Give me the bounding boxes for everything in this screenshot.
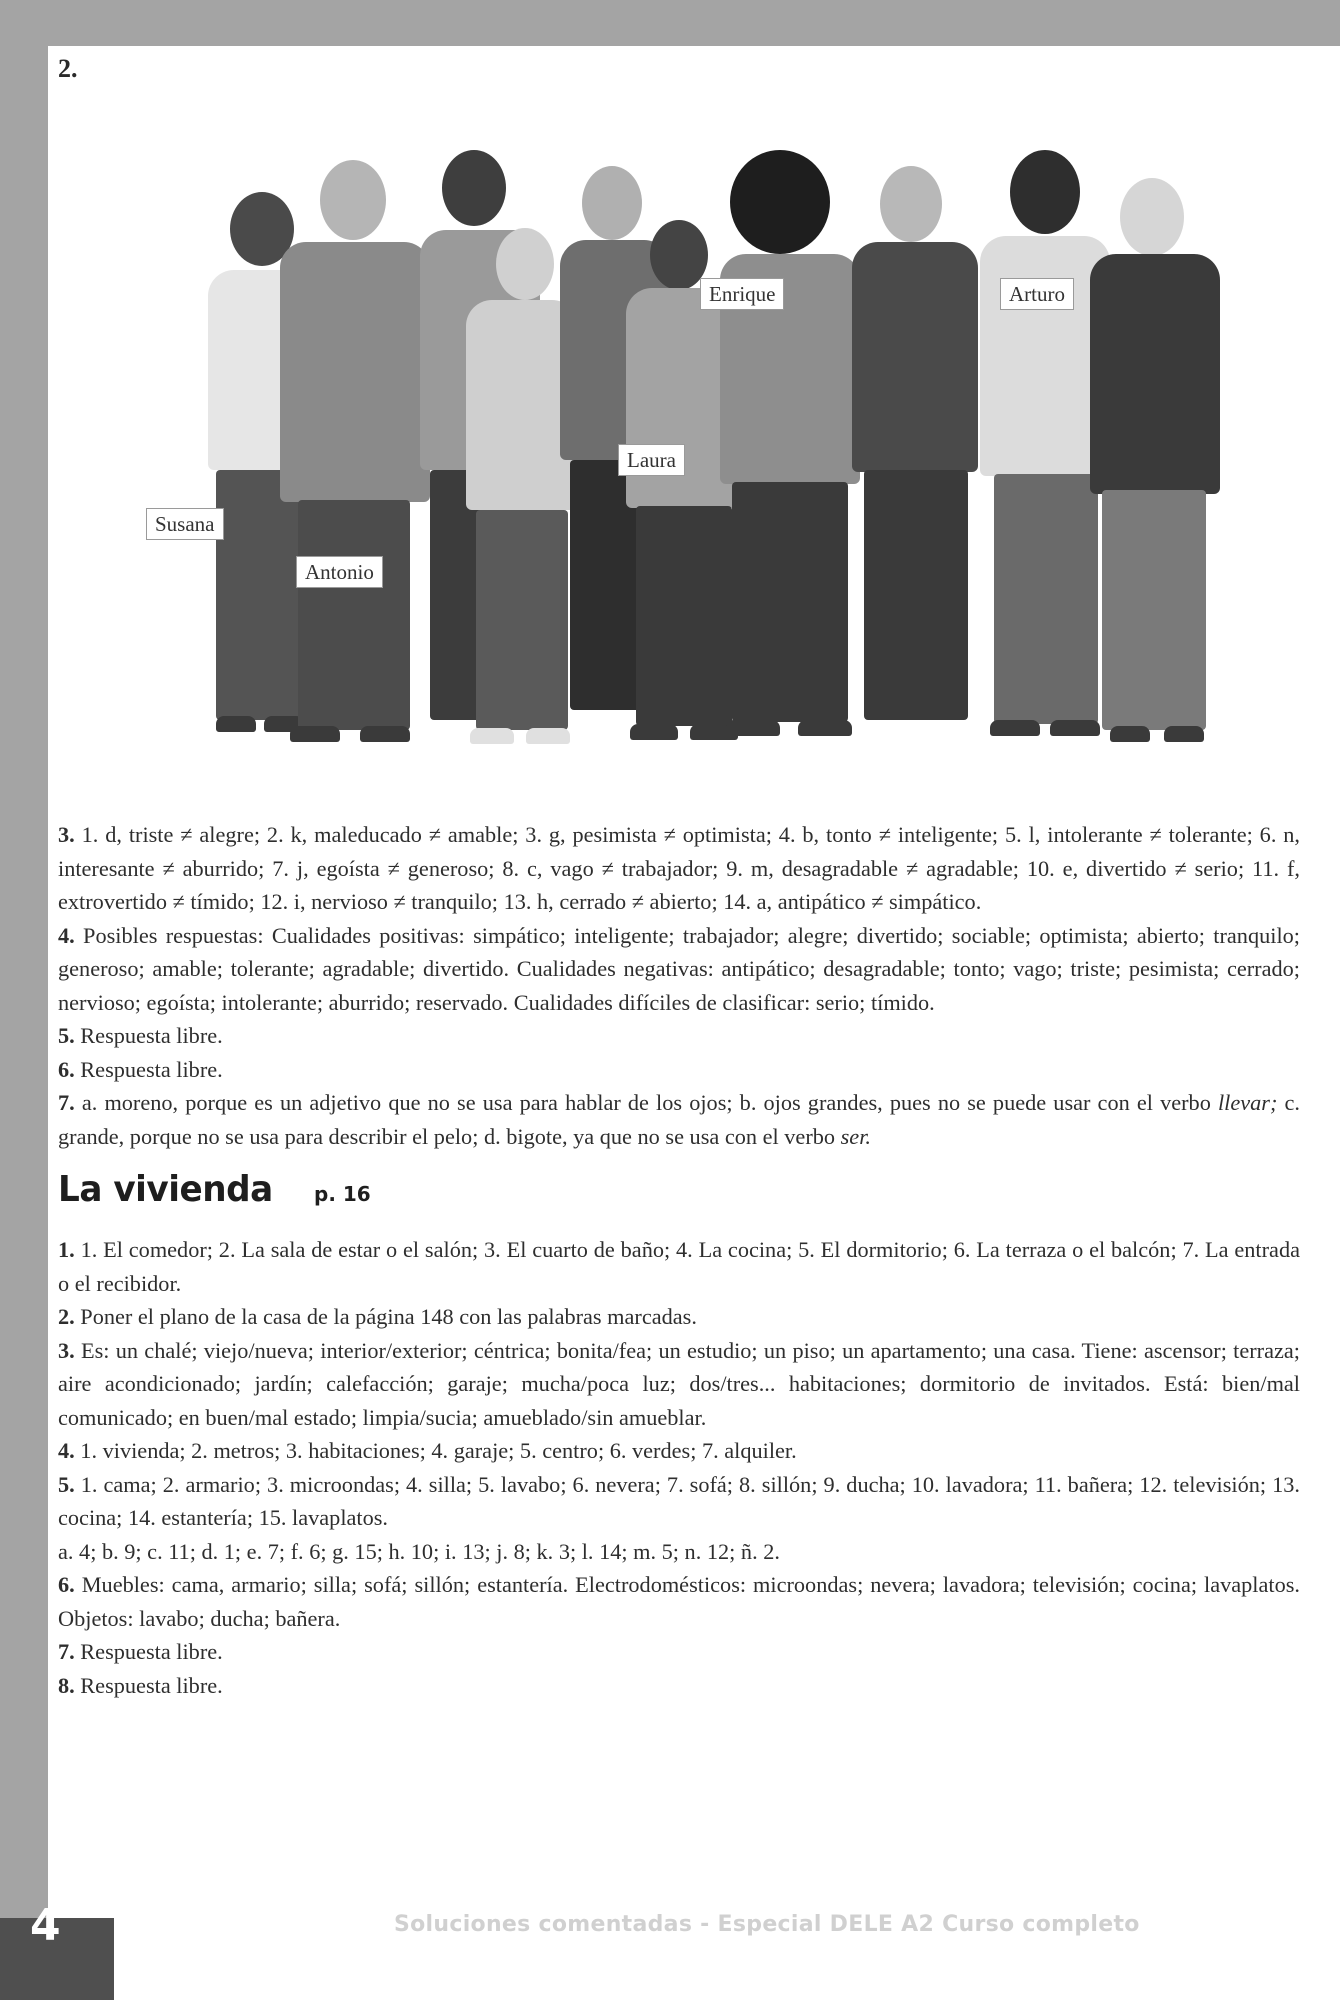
heading-title: La vivienda <box>58 1169 273 1210</box>
answer-item: 7. Respuesta libre. <box>58 1639 223 1664</box>
section-number: 2. <box>58 54 78 83</box>
answer-item: 5. 1. cama; 2. armario; 3. microondas; 4. silla; 5. lavabo; 6. nevera; 7. sofá; 8. sillón; 9. ducha; 10. lavadora; 11. bañera; 12. televisión; 13. cocina; 14. estantería; 15. lavaplatos. <box>58 1471 1300 1530</box>
answer-item: 3. Es: un chalé; viejo/nueva; interior/exterior; céntrica; bonita/fea; un estudio; un piso; un apartamento; una casa. Tiene: ascensor; terraza; aire acondicionado; jardín; calefacción; garaje; mucha/poca luz; dos/tres... habitaciones; dormitorio de invitados. Está: bien/mal comunicado; en buen/mal estado; limpia/sucia; amueblado/sin amueblar. <box>58 1337 1300 1430</box>
answer-item: 6. Respuesta libre. <box>58 1056 223 1082</box>
answers-content <box>58 818 1300 1702</box>
answer-item: 6. Muebles: cama, armario; silla; sofá; sillón; estantería. Electrodomésticos: microondas; nevera; lavadora; televisión; cocina; lavaplatos. Objetos: lavabo; ducha; bañera. <box>58 1572 1300 1631</box>
label-susana: Susana <box>146 508 224 540</box>
section-heading <box>58 1169 1300 1217</box>
label-laura: Laura <box>618 444 685 476</box>
answer-item: 4. 1. vivienda; 2. metros; 3. habitaciones; 4. garaje; 5. centro; 6. verdes; 7. alquiler. <box>58 1438 797 1463</box>
label-enrique: Enrique <box>700 278 784 310</box>
answer-item: 5. Respuesta libre. <box>58 1023 223 1048</box>
label-antonio: Antonio <box>296 556 383 588</box>
answer-item: 8. Respuesta libre. <box>58 1672 223 1698</box>
heading-page-ref: p. 16 <box>314 1182 371 1206</box>
answer-item-7: 7. a. moreno, porque es un adjetivo que no se usa para hablar de los ojos; b. ojos grandes, pues no se puede usar con el verbo llevar; c. grande, porque no se usa para describir el pelo; d. bigote, ya que no se usa con el verbo ser. <box>58 1090 1300 1149</box>
label-arturo: Arturo <box>1000 278 1074 310</box>
group-photo <box>130 150 1240 790</box>
footer-title: Soluciones comentadas - Especial DELE A2 Curso completo <box>394 1912 1140 1937</box>
page-number: 4 <box>30 1900 61 1951</box>
answer-item: 3. 1. d, triste ≠ alegre; 2. k, maleducado ≠ amable; 3. g, pesimista ≠ optimista; 4. b, tonto ≠ inteligente; 5. l, intolerante ≠ tolerante; 6. n, interesante ≠ aburrido; 7. j, egoísta ≠ generoso; 8. c, vago ≠ trabajador; 9. m, desagradable ≠ agradable; 10. e, divertido ≠ serio; 11. f, extrovertido ≠ tímido; 12. i, nervioso ≠ tranquilo; 13. h, cerrado ≠ abierto; 14. a, antipático ≠ simpático. <box>58 822 1300 914</box>
answer-item: 4. Posibles respuestas: Cualidades positivas: simpático; inteligente; trabajador; alegre; divertido; sociable; optimista; abierto; tranquilo; generoso; amable; tolerante; agradable; divertido. Cualidades negativas: antipático; desagradable; tonto; vago; triste; pesimista; cerrado; nervioso; egoísta; intolerante; aburrido; reservado. Cualidades difíciles de clasificar: serio; tímido. <box>58 922 1300 1015</box>
answer-item: 2. Poner el plano de la casa de la página 148 con las palabras marcadas. <box>58 1304 697 1329</box>
answer-item: a. 4; b. 9; c. 11; d. 1; e. 7; f. 6; g. 15; h. 10; i. 13; j. 8; k. 3; l. 14; m. 5; n. 12; ñ. 2. <box>58 1538 780 1564</box>
answer-item: 1. 1. El comedor; 2. La sala de estar o el salón; 3. El cuarto de baño; 4. La cocina; 5. El dormitorio; 6. La terraza o el balcón; 7. La entrada o el recibidor. <box>58 1237 1300 1296</box>
